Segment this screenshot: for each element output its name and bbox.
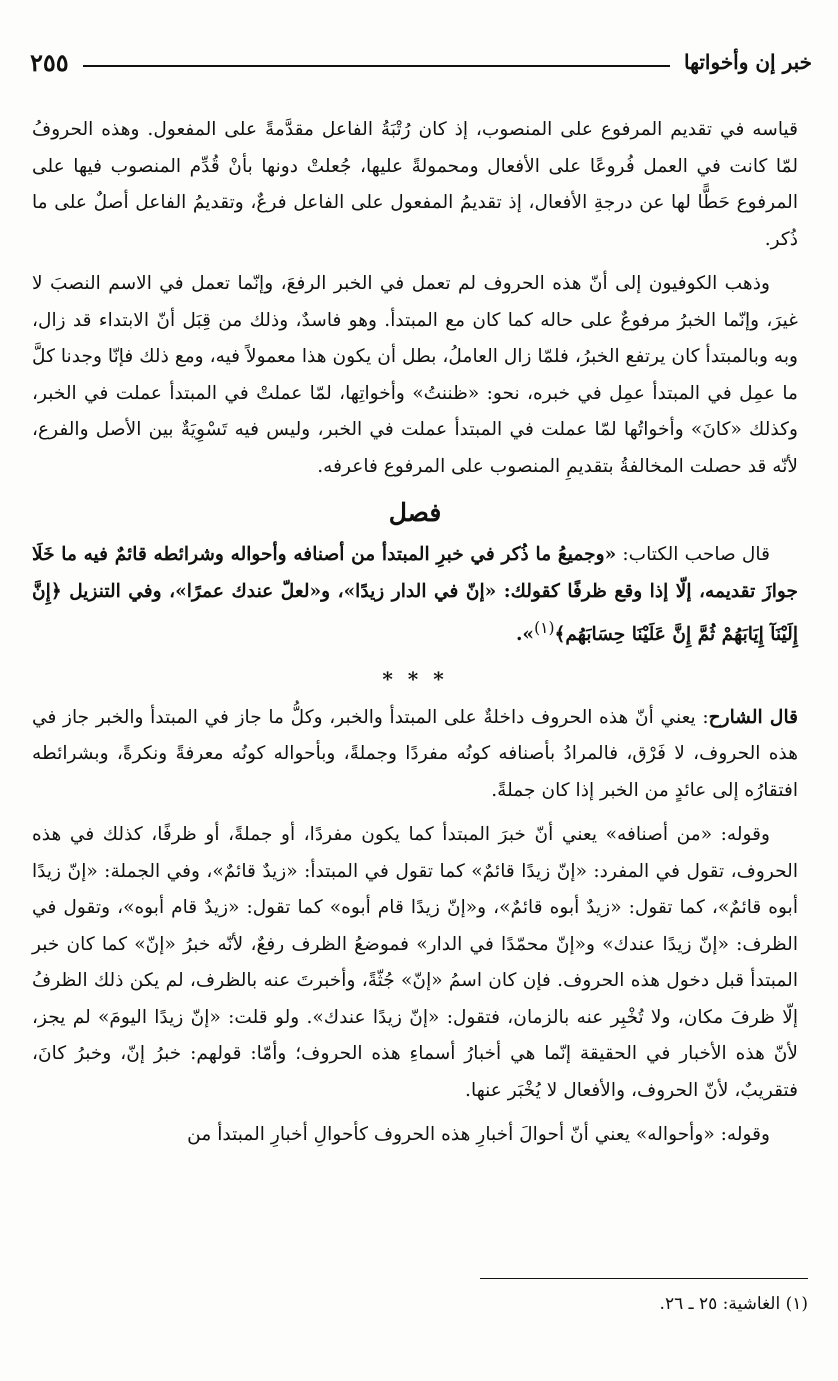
paragraph-5: وقوله: «من أصنافه» يعني أنّ خبرَ المبتدأ كما يكون مفردًا، أو جملةً، أو ظرفًا، كذلك في هذه الحروف، تقول في المفرد: «إنّ زيدًا قائمٌ» كما تقول في المبتدأ: «زيدٌ قائمٌ»، وفي الجملة: «إنّ زيدًا أبوه قائمٌ»، كما تقول: «زيدٌ أبوه قائمٌ»، و«إنّ زيدًا قام أبوه» كما تقول: «زيدٌ قام أبوه»، وتقول في الظرف: «إنّ زيدًا عندك» و«إنّ محمّدًا في الدار» فموضعُ الظرف رفعٌ، لأنّه خبرُ «إنّ» كما كان خبر المبتدأ قبل دخول هذه الحروف. فإن كان اسمُ «إنّ» جُثّةً، وأخبرتَ عنه بالظرف، لم يكن ذلك الظرفُ إلّا ظرفَ مكان، ولا تُخْبِر عنه بالزمان، فتقول: «إنّ زيدًا عندك». ولو قلت: «إنّ زيدًا اليومَ» لم يجز، لأنّ هذه الأخبار في الحقيقة إنّما هي أخبارُ أسماءِ هذه الحروف؛ وأمّا: قولهم: خبرُ إنّ، وخبرُ كانَ، فتقريبٌ، لأنّ الحروف، والأفعال لا يُخْبَر عنها. xyxy=(32,824,798,1101)
quoted-text: «وجميعُ ما ذُكر في خبرِ المبتدأ من أصنافه وأحواله وشرائطه قائمٌ فيه ما خَلَا جوازَ تقديمه، إلّا إذا وقع ظرفًا كقولك: «إنّ في الدار زيدًا»، و«لعلّ عندك عمرًا»، وفي التنزيل ﴿إِنَّ إِلَيْنَآ إِيَابَهُمْ ثُمَّ إِنَّ عَلَيْنَا حِسَابَهُم﴾ xyxy=(32,544,798,646)
footnote-ref: (١) xyxy=(534,619,555,637)
paragraph-4-text: : يعني أنّ هذه الحروف داخلةٌ على المبتدأ والخبر، وكلُّ ما جاز في المبتدأ والخبر جاز في هذه الحروف، لا فَرْق، فالمرادُ بأصنافه كونُه مفردًا وجملةً، وبأحواله كونُه معرفةً ونكرةً، وبشرائطه افتقارُه إلى عائدٍ من الخبر إذا كان جملةً. xyxy=(32,706,798,801)
running-title: خبر إن وأخواتها xyxy=(684,50,812,74)
quote-close: ». xyxy=(515,624,535,646)
page-header xyxy=(30,40,812,84)
page-number: ٢٥٥ xyxy=(30,47,69,77)
header-rule xyxy=(83,65,670,67)
quote-intro: قال صاحب الكتاب: xyxy=(616,544,770,565)
section-divider: * * * xyxy=(382,666,448,691)
paragraph-6: وقوله: «وأحواله» يعني أنّ أحوالَ أخبارِ هذه الحروف كأحوالِ أخبارِ المبتدأ من xyxy=(187,1124,770,1146)
commentator-label: قال الشارح xyxy=(708,706,798,728)
footnote-rule xyxy=(480,1278,808,1279)
paragraph-4 xyxy=(32,700,798,810)
section-heading: فصل xyxy=(388,498,442,527)
paragraph-2: وذهب الكوفيون إلى أنّ هذه الحروف لم تعمل في الخبر الرفعَ، وإنّما تعمل في الاسم النصبَ لا غيرَ، وإنّما الخبرُ مرفوعٌ على حاله كما كان مع المبتدأ. وهو فاسدٌ، وذلك من قِبَل أنّ الابتداء قد زال، وبه وبالمبتدأ كان يرتفع الخبرُ، فلمّا زال العاملُ، بطل أن يكون هذا معمولاً فيه، ومع ذلك فإنّا وجدنا كلَّ ما عمِل في المبتدأ عمِل في خبره، نحو: «ظننتُ» وأخواتِها، لمّا عملتْ في المبتدأ عملت في الخبر، وكذلك «كانَ» وأخواتُها لمّا عملت في المبتدأ عملت في الخبر، وليس فيه تَسْوِيَةٌ بين الأصل والفرع، لأنّه قد حصلت المخالفةُ بتقديمِ المنصوب على المرفوع فاعرفه. xyxy=(32,273,798,477)
paragraph-1: قياسه في تقديم المرفوع على المنصوب، إذ كان رُتْبَةُ الفاعل مقدَّمةً على المفعول. وهذه الحروفُ لمّا كانت في العمل فُروعًا على الأفعال ومحمولةً عليها، جُعلتْ دونها بأنْ قُدِّم المنصوب فيها على المرفوع حَطًّا لها عن درجةِ الأفعال، إذ تقديمُ المفعول على الفاعل فرعٌ، وتقديمُ الفاعل أصلٌ على ما ذُكر. xyxy=(32,119,798,250)
page-body xyxy=(32,112,798,1162)
paragraph-3 xyxy=(32,537,798,654)
footnote: (١) الغاشية: ٢٥ ـ ٢٦. xyxy=(659,1294,808,1314)
